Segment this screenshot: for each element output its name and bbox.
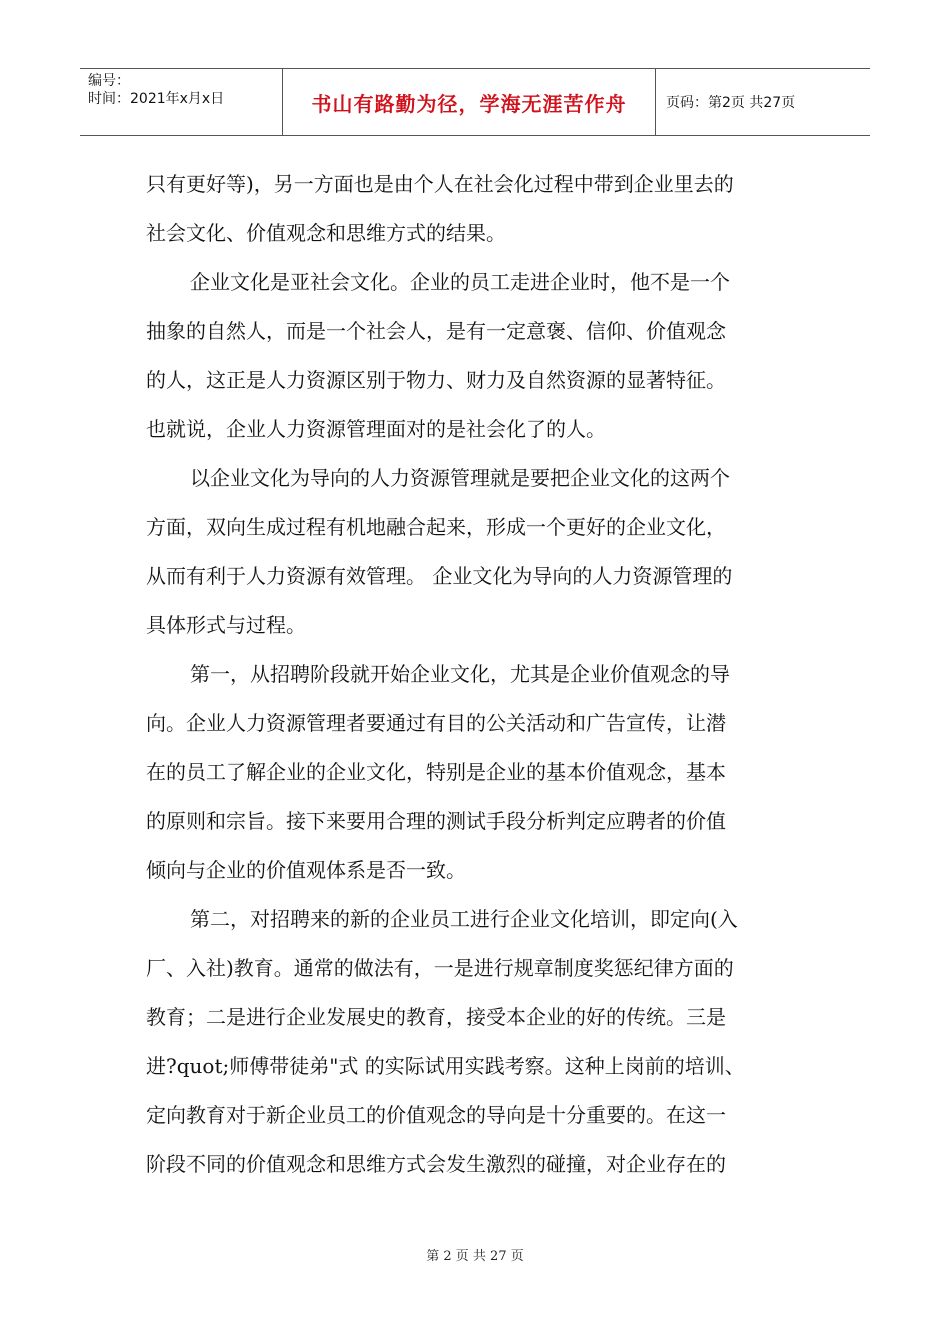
text-line: 的原则和宗旨。接下来要用合理的测试手段分析判定应聘者的价值 <box>146 809 726 833</box>
text-line: 教育；二是进行企业发展史的教育，接受本企业的好的传统。三是 <box>146 1005 726 1029</box>
text-line: 从而有利于人力资源有效管理。 企业文化为导向的人力资源管理的 <box>146 564 733 588</box>
text-line: 定向教育对于新企业员工的价值观念的导向是十分重要的。在这一 <box>146 1103 726 1127</box>
text-line: 向。企业人力资源管理者要通过有目的公关活动和广告宣传，让潜 <box>146 711 726 735</box>
text-line: 第二，对招聘来的新的企业员工进行企业文化培训，即定向(入 <box>190 907 738 931</box>
text-line: 的人，这正是人力资源区别于物力、财力及自然资源的显著特征。 <box>146 368 726 392</box>
text-line: 也就说，企业人力资源管理面对的是社会化了的人。 <box>146 417 606 441</box>
document-header <box>80 68 870 136</box>
header-page-info: 页码：第2页 共27页 <box>666 95 796 111</box>
paragraph <box>146 650 806 895</box>
text-line: 在的员工了解企业的企业文化，特别是企业的基本价值观念，基本 <box>146 760 726 784</box>
text-line: 方面，双向生成过程有机地融合起来，形成一个更好的企业文化， <box>146 515 726 539</box>
paragraph <box>146 160 806 258</box>
text-line: 具体形式与过程。 <box>146 613 306 637</box>
text-line: 阶段不同的价值观念和思维方式会发生激烈的碰撞，对企业存在的 <box>146 1152 726 1176</box>
paragraph <box>146 454 806 650</box>
text-line: 企业文化是亚社会文化。企业的员工走进企业时，他不是一个 <box>190 270 730 294</box>
document-date: 时间：2021年x月x日 <box>88 91 225 107</box>
paragraph <box>146 895 806 1189</box>
header-motto: 书山有路勤为径，学海无涯苦作舟 <box>283 69 656 135</box>
text-line: 进?quot;师傅带徒弟"式 的实际试用实践考察。这种上岗前的培训、 <box>146 1054 745 1078</box>
paragraph <box>146 258 806 454</box>
text-line: 倾向与企业的价值观体系是否一致。 <box>146 858 466 882</box>
header-meta <box>80 69 283 135</box>
text-line: 抽象的自然人，而是一个社会人，是有一定意褒、信仰、价值观念 <box>146 319 726 343</box>
text-line: 社会文化、价值观念和思维方式的结果。 <box>146 221 506 245</box>
document-number-label: 编号： <box>88 73 130 89</box>
page-footer: 第 2 页 共 27 页 <box>426 1249 524 1264</box>
text-line: 以企业文化为导向的人力资源管理就是要把企业文化的这两个 <box>190 466 730 490</box>
document-body <box>146 160 806 1189</box>
text-line: 厂、入社)教育。通常的做法有，一是进行规章制度奖惩纪律方面的 <box>146 956 734 980</box>
text-line: 只有更好等)，另一方面也是由个人在社会化过程中带到企业里去的 <box>146 172 734 196</box>
text-line: 第一，从招聘阶段就开始企业文化，尤其是企业价值观念的导 <box>190 662 730 686</box>
